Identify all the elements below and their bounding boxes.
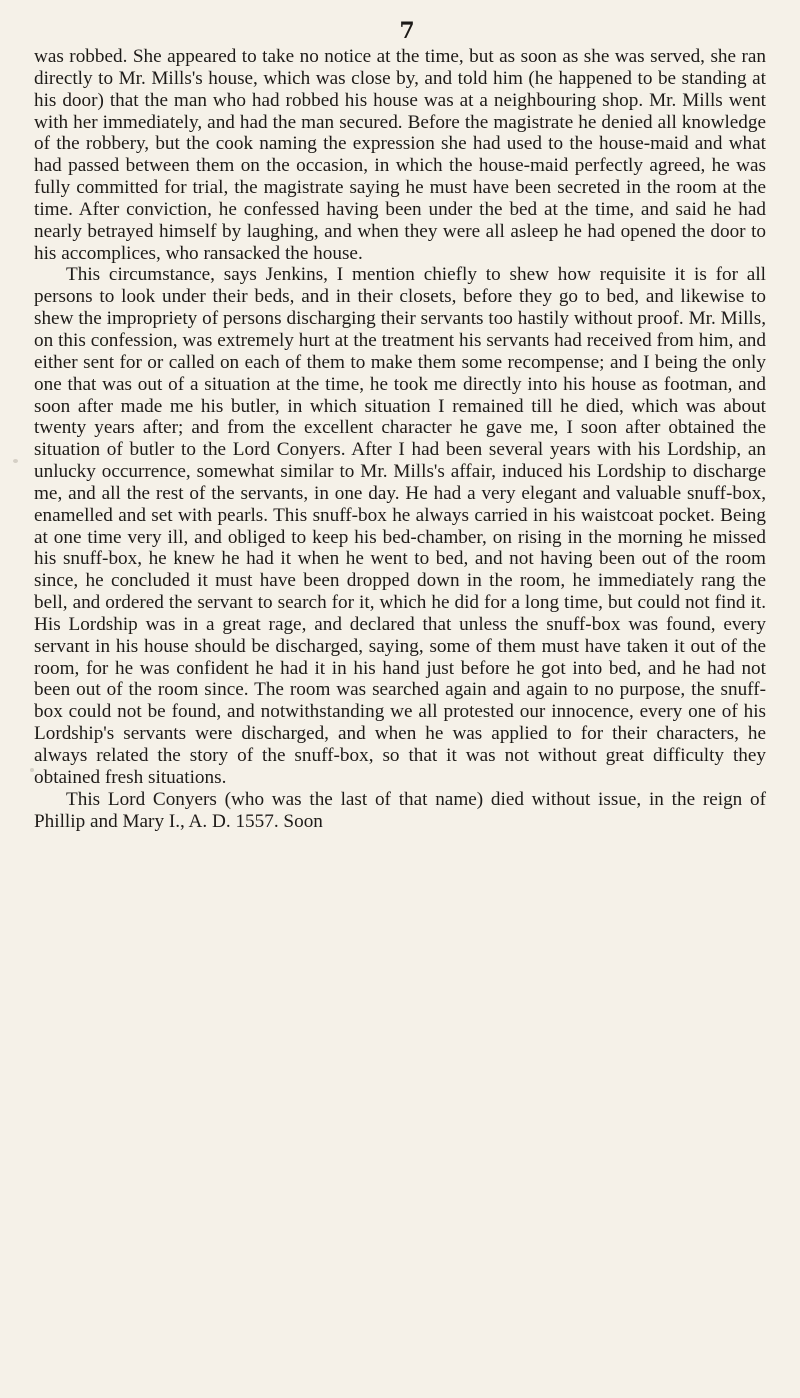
paragraph-3: This Lord Conyers (who was the last of that name) died without issue, in the reign of Phillip and Mary I., A. D. 1557. Soon	[34, 788, 766, 832]
ink-speck	[13, 459, 18, 463]
ink-speck	[30, 768, 34, 772]
paragraph-2: This circumstance, says Jenkins, I mention chiefly to shew how requisite it is for all persons to look under their beds, and in their closets, before they go to bed, and likewise to shew the impropriety of persons discharging their servants too hastily without proof. Mr. Mills, on this confession, was extremely hurt at the treatment his servants had received from him, and either sent for or called on each of them to make them some recompense; and I being the only one that was out of a situation at the time, he took me directly into his house as footman, and soon after made me his butler, in which situation I remained till he died, which was about twenty years after; and from the excellent character he gave me, I soon after obtained the situation of butler to the Lord Conyers. After I had been several years with his Lordship, an unlucky occurrence, somewhat similar to Mr. Mills's affair, induced his Lordship to discharge me, and all the rest of the servants, in one day. He had a very elegant and valuable snuff-box, enamelled and set with pearls. This snuff-box he always carried in his waistcoat pocket. Being at one time very ill, and obliged to keep his bed-chamber, on rising in the morning he missed his snuff-box, he knew he had it when he went to bed, and not having been out of the room since, he concluded it must have been dropped down in the room, he immediately rang the bell, and ordered the servant to search for it, which he did for a long time, but could not find it. His Lordship was in a great rage, and declared that unless the snuff-box was found, every servant in his house should be discharged, saying, some of them must have taken it out of the room, for he was confident he had it in his hand just before he got into bed, and he had not been out of the room since. The room was searched again and again to no purpose, the snuff-box could not be found, and notwithstanding we all protested our innocence, every one of his Lordship's servants were discharged, and when he was applied to for their characters, he always related the story of the snuff-box, so that it was not without great difficulty they obtained fresh situations.	[34, 264, 766, 788]
body-text	[34, 46, 766, 832]
page-number: 7	[399, 18, 415, 44]
paragraph-1: was robbed. She appeared to take no notice at the time, but as soon as she was served, she ran directly to Mr. Mills's house, which was close by, and told him (he happened to be standing at his door) that the man who had robbed his house was at a neighbouring shop. Mr. Mills went with her immediately, and had the man secured. Before the magistrate he denied all knowledge of the robbery, but the cook naming the expression she had used to the house-maid and what had passed between them on the occasion, in which the house-maid perfectly agreed, he was fully committed for trial, the magistrate saying he must have been secreted in the room at the time. After conviction, he confessed having been under the bed at the time, and said he had nearly betrayed himself by laughing, and when they were all asleep he had opened the door to his accomplices, who ransacked the house.	[34, 46, 766, 264]
